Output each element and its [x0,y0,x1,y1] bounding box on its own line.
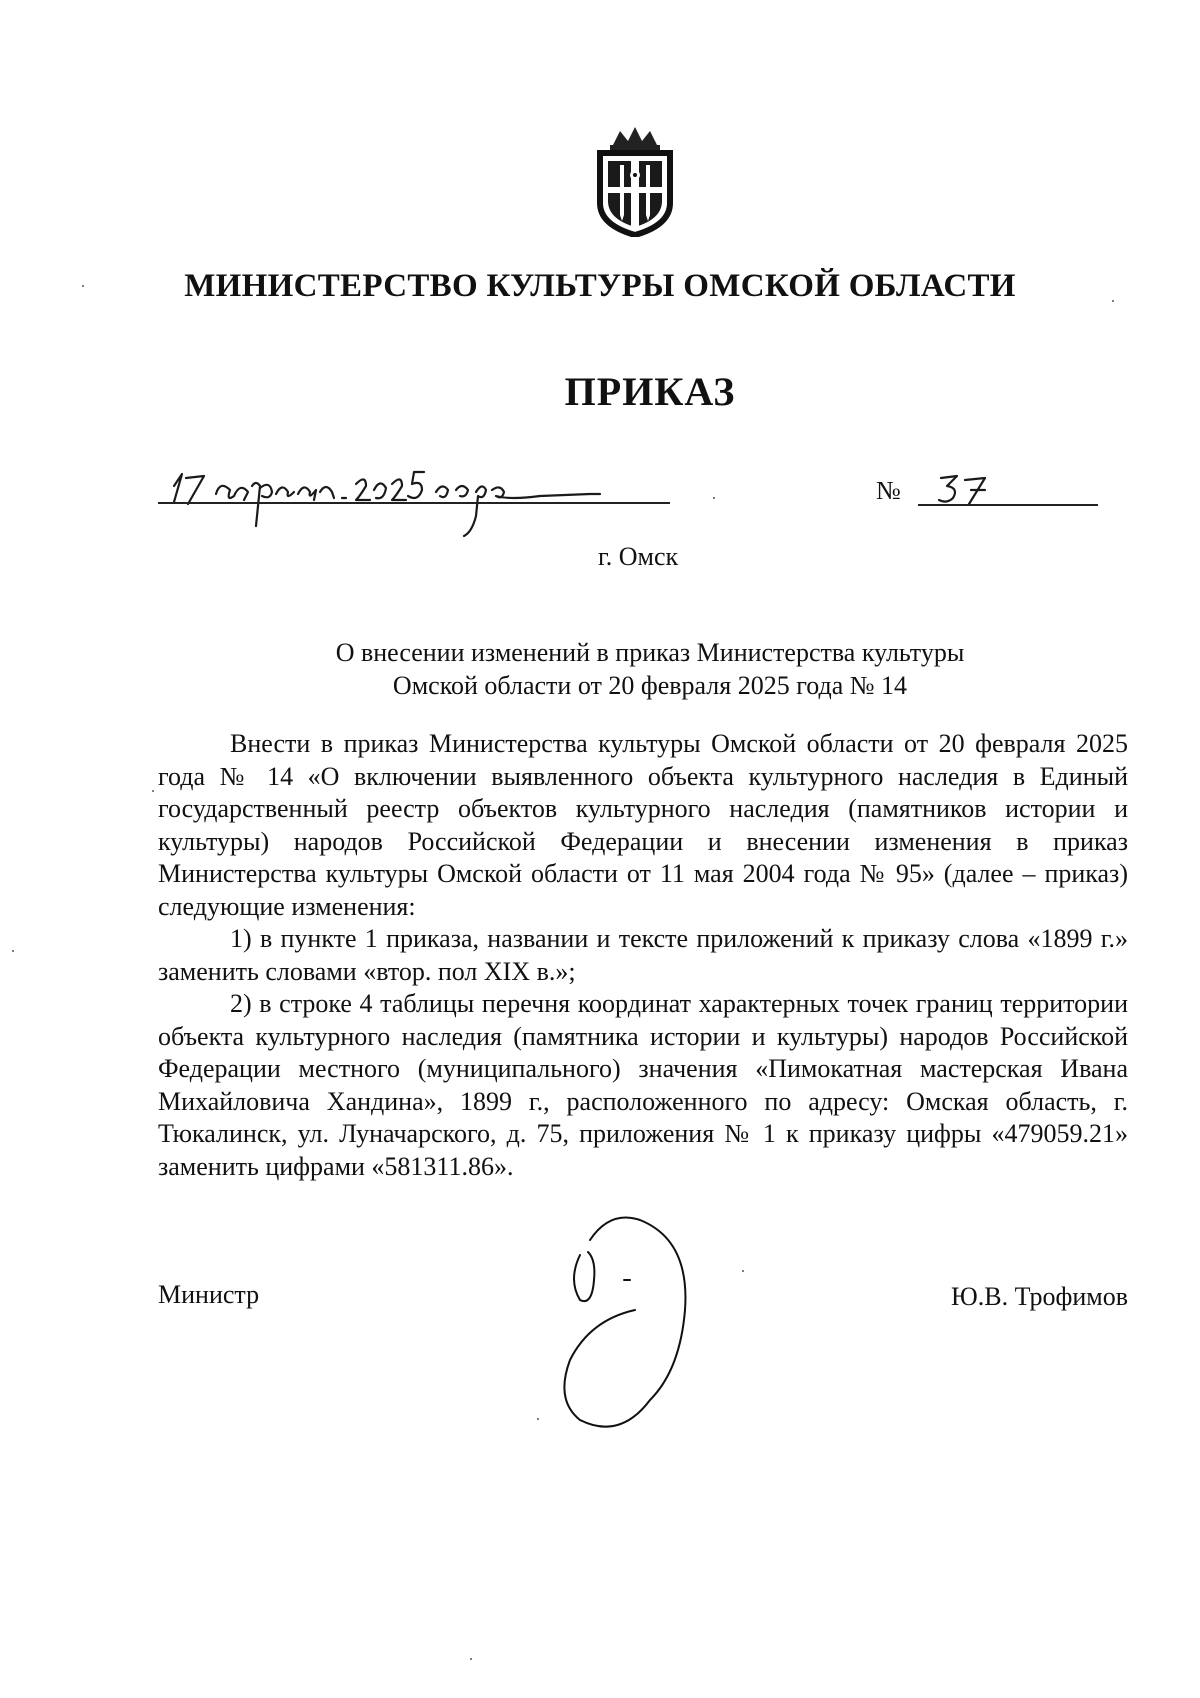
subject-line-2: Омской области от 20 февраля 2025 года № 14 [392,671,908,700]
signatory-name: Ю.В. Трофимов [951,1282,1128,1311]
scan-speck [742,1270,744,1272]
city: г. Омск [598,542,679,571]
signatory-title: Министр [158,1280,260,1309]
order-title: ПРИКАЗ [564,369,736,414]
body-paragraph-3: 2) в строке 4 таблицы перечня координат характерных точек границ территории объекта культурного наследия (памятника истории и культуры) народов Российской Федерации местного (муниципального) значения «Пимокатная мастерская Ивана Михайловича Хандина», 1899 г., расположенного по адресу: Омская область, г. Тюкалинск, ул. Луначарского, д. 75, приложения № 1 к приказу цифры «479059.21» заменить цифрами «581311.86». [158,989,1128,1181]
number-label: № [876,476,901,505]
body-paragraph-2: 1) в пункте 1 приказа, названии и тексте приложений к приказу слова «1899 г.» заменить словами «втор. пол XIX в.»; [158,924,1128,986]
scan-speck [152,790,154,792]
order-subject [250,636,1050,702]
scan-speck [1112,300,1114,302]
body-paragraph-1: Внести в приказ Министерства культуры Омской области от 20 февраля 2025 года № 14 «О включении выявленного объекта культурного наследия в Единый государственный реестр объектов культурного наследия (памятников истории и культуры) народов Российской Федерации и внесении изменения в приказ Министерства культуры Омской области от 11 мая 2004 года № 95» (далее – приказ) следующие изменения: [158,729,1128,921]
scan-speck [12,950,14,952]
order-body [158,728,1128,1183]
scan-speck [713,497,715,499]
scan-speck [537,1418,539,1420]
handwritten-signature [540,1200,740,1450]
scan-speck [470,1658,472,1660]
ministry-name: МИНИСТЕРСТВО КУЛЬТУРЫ ОМСКОЙ ОБЛАСТИ [184,268,1016,304]
handwritten-date [160,456,680,546]
coat-of-arms-icon [590,125,680,237]
number-underline [918,504,1098,506]
subject-line-1: О внесении изменений в приказ Министерства культуры [335,638,965,667]
scan-speck [82,285,84,287]
date-underline [158,502,670,504]
